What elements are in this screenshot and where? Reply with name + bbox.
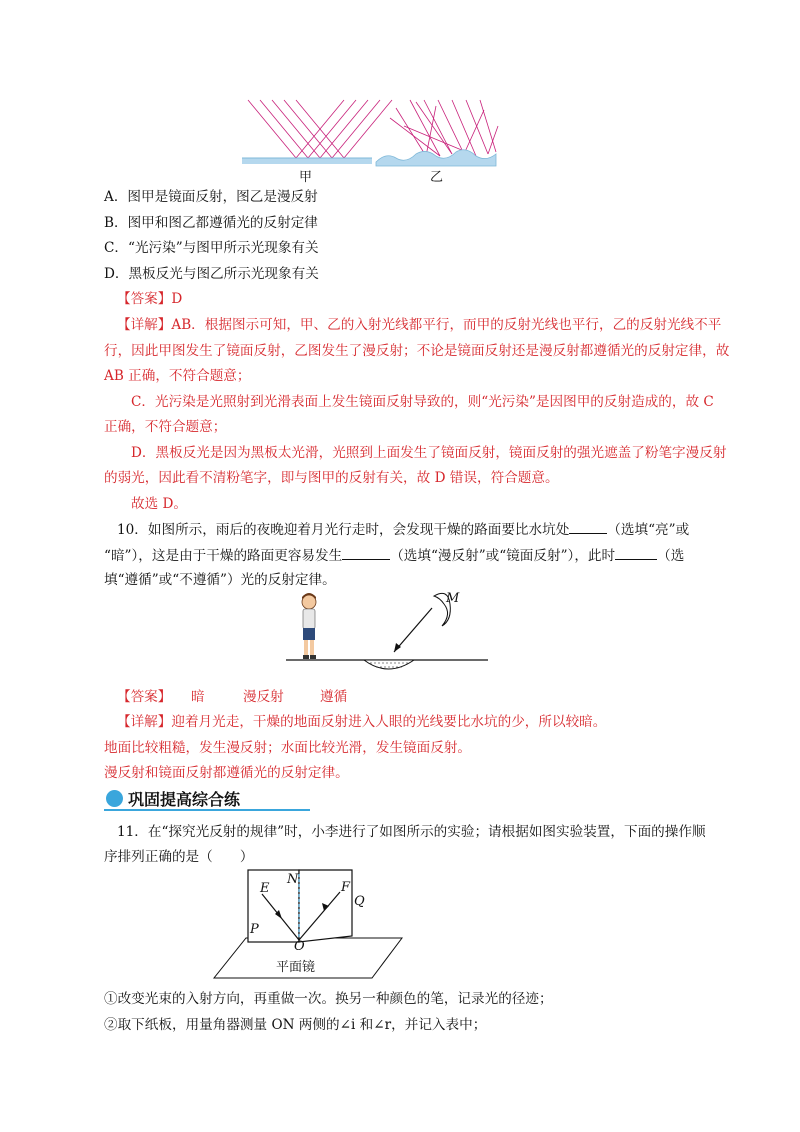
- q9-option-c: C．“光污染”与图甲所示光现象有关: [104, 240, 319, 256]
- q11-step-1: ①改变光束的入射方向，再重做一次。换另一种颜色的笔，记录光的径迹；: [104, 991, 553, 1007]
- q10-line-2: [104, 545, 684, 566]
- q9-explain-2: 行，因此甲图发生了镜面反射，乙图发生了漫反射；不论是镜面反射还是漫反射都遵循光的反射定律，故: [104, 343, 730, 359]
- boy-figure: [302, 593, 316, 659]
- q9-option-d: D．黑板反光与图乙所示光现象有关: [104, 266, 319, 282]
- rough-surface: [376, 150, 496, 166]
- q9-answer: 【答案】D: [117, 291, 183, 307]
- label-n: N: [287, 872, 299, 887]
- reflection-figure: [240, 96, 500, 182]
- q10-text-1b: （选填“亮”或: [607, 522, 690, 538]
- label-plane-mirror: 平面镜: [276, 960, 316, 975]
- q10-blank-1[interactable]: [569, 519, 607, 534]
- q10-line-3: 填“遵循”或“不遵循”）光的反射定律。: [104, 572, 336, 588]
- q10-explain-2: 地面比较粗糙，发生漫反射；水面比较光滑，发生镜面反射。: [104, 740, 472, 756]
- q10-explain-3: 漫反射和镜面反射都遵循光的反射定律。: [104, 765, 349, 781]
- q9-option-b: B．图甲和图乙都遵循光的反射定律: [104, 215, 318, 231]
- q10-answer-3: 遵循: [320, 689, 348, 705]
- q10-text-2a: “暗”），这是由于干燥的路面更容易发生: [104, 548, 343, 564]
- q10-text-1a: 10．如图所示，雨后的夜晚迎着月光行走时，会发现干燥的路面要比水坑处: [117, 522, 570, 538]
- q9-explain-1: 【详解】AB．根据图示可知，甲、乙的入射光线都平行，而甲的反射光线也平行，乙的反射光线不平: [117, 317, 722, 333]
- section-header: [104, 786, 310, 812]
- q10-blank-3[interactable]: [615, 545, 657, 560]
- q11-step-2: ②取下纸板，用量角器测量 ON 两侧的∠i 和∠r，并记入表中；: [104, 1017, 487, 1033]
- q11-line-2: 序排列正确的是（ ）: [104, 849, 254, 865]
- label-o: O: [294, 939, 305, 954]
- section-title: 巩固提高综合练: [128, 790, 241, 809]
- q10-answer-2: 漫反射: [243, 689, 284, 705]
- q10-text-2b: （选填“漫反射”或“镜面反射”），此时: [390, 548, 616, 564]
- label-e: E: [260, 881, 270, 896]
- q10-explain-1: 【详解】迎着月光走，干燥的地面反射进入人眼的光线要比水坑的少，所以较暗。: [117, 714, 607, 730]
- smooth-surface: [242, 158, 372, 164]
- q10-answer-label: 【答案】: [117, 689, 172, 705]
- q10-line-1: [117, 519, 689, 540]
- q9-option-a: A．图甲是镜面反射，图乙是漫反射: [104, 189, 318, 205]
- moonlight-ray: [394, 608, 432, 652]
- label-p: P: [250, 922, 259, 937]
- q10-answer-1: 暗: [191, 689, 205, 705]
- q9-explain-4: C．光污染是光照射到光滑表面上发生镜面反射导致的，则“光污染”是因图甲的反射造成的，故 C: [131, 394, 714, 410]
- figure-label-yi: 乙: [430, 170, 444, 185]
- diffuse-reflection-diagram: [390, 100, 498, 156]
- q9-explain-3: AB 正确，不符合题意；: [104, 368, 251, 384]
- q9-explain-8: 故选 D。: [131, 496, 188, 512]
- label-q: Q: [354, 894, 365, 909]
- q9-explain-7: 的弱光，因此看不清粉笔字，即与图甲的反射有关，故 D 错误，符合题意。: [104, 470, 559, 486]
- label-f: F: [341, 880, 351, 895]
- q9-explain-5: 正确，不符合题意；: [104, 419, 227, 435]
- q10-blank-2[interactable]: [342, 545, 390, 560]
- q10-answer: [117, 687, 348, 707]
- specular-reflection-diagram: [248, 100, 392, 158]
- q10-text-2c: （选: [657, 548, 685, 564]
- q9-explain-6: D．黑板反光是因为黑板太光滑，光照到上面发生了镜面反射，镜面反射的强光遮盖了粉笔字漫反射: [131, 445, 727, 461]
- figure-label-jia: 甲: [299, 170, 313, 185]
- puddle: [364, 660, 414, 669]
- q11-line-1: 11．在“探究光反射的规律”时，小李进行了如图所示的实验；请根据如图实验装置，下面的操作顺: [117, 824, 706, 840]
- section-bullet-icon: [106, 790, 123, 807]
- moon-label-m: M: [446, 591, 460, 606]
- section-underline: [104, 809, 310, 811]
